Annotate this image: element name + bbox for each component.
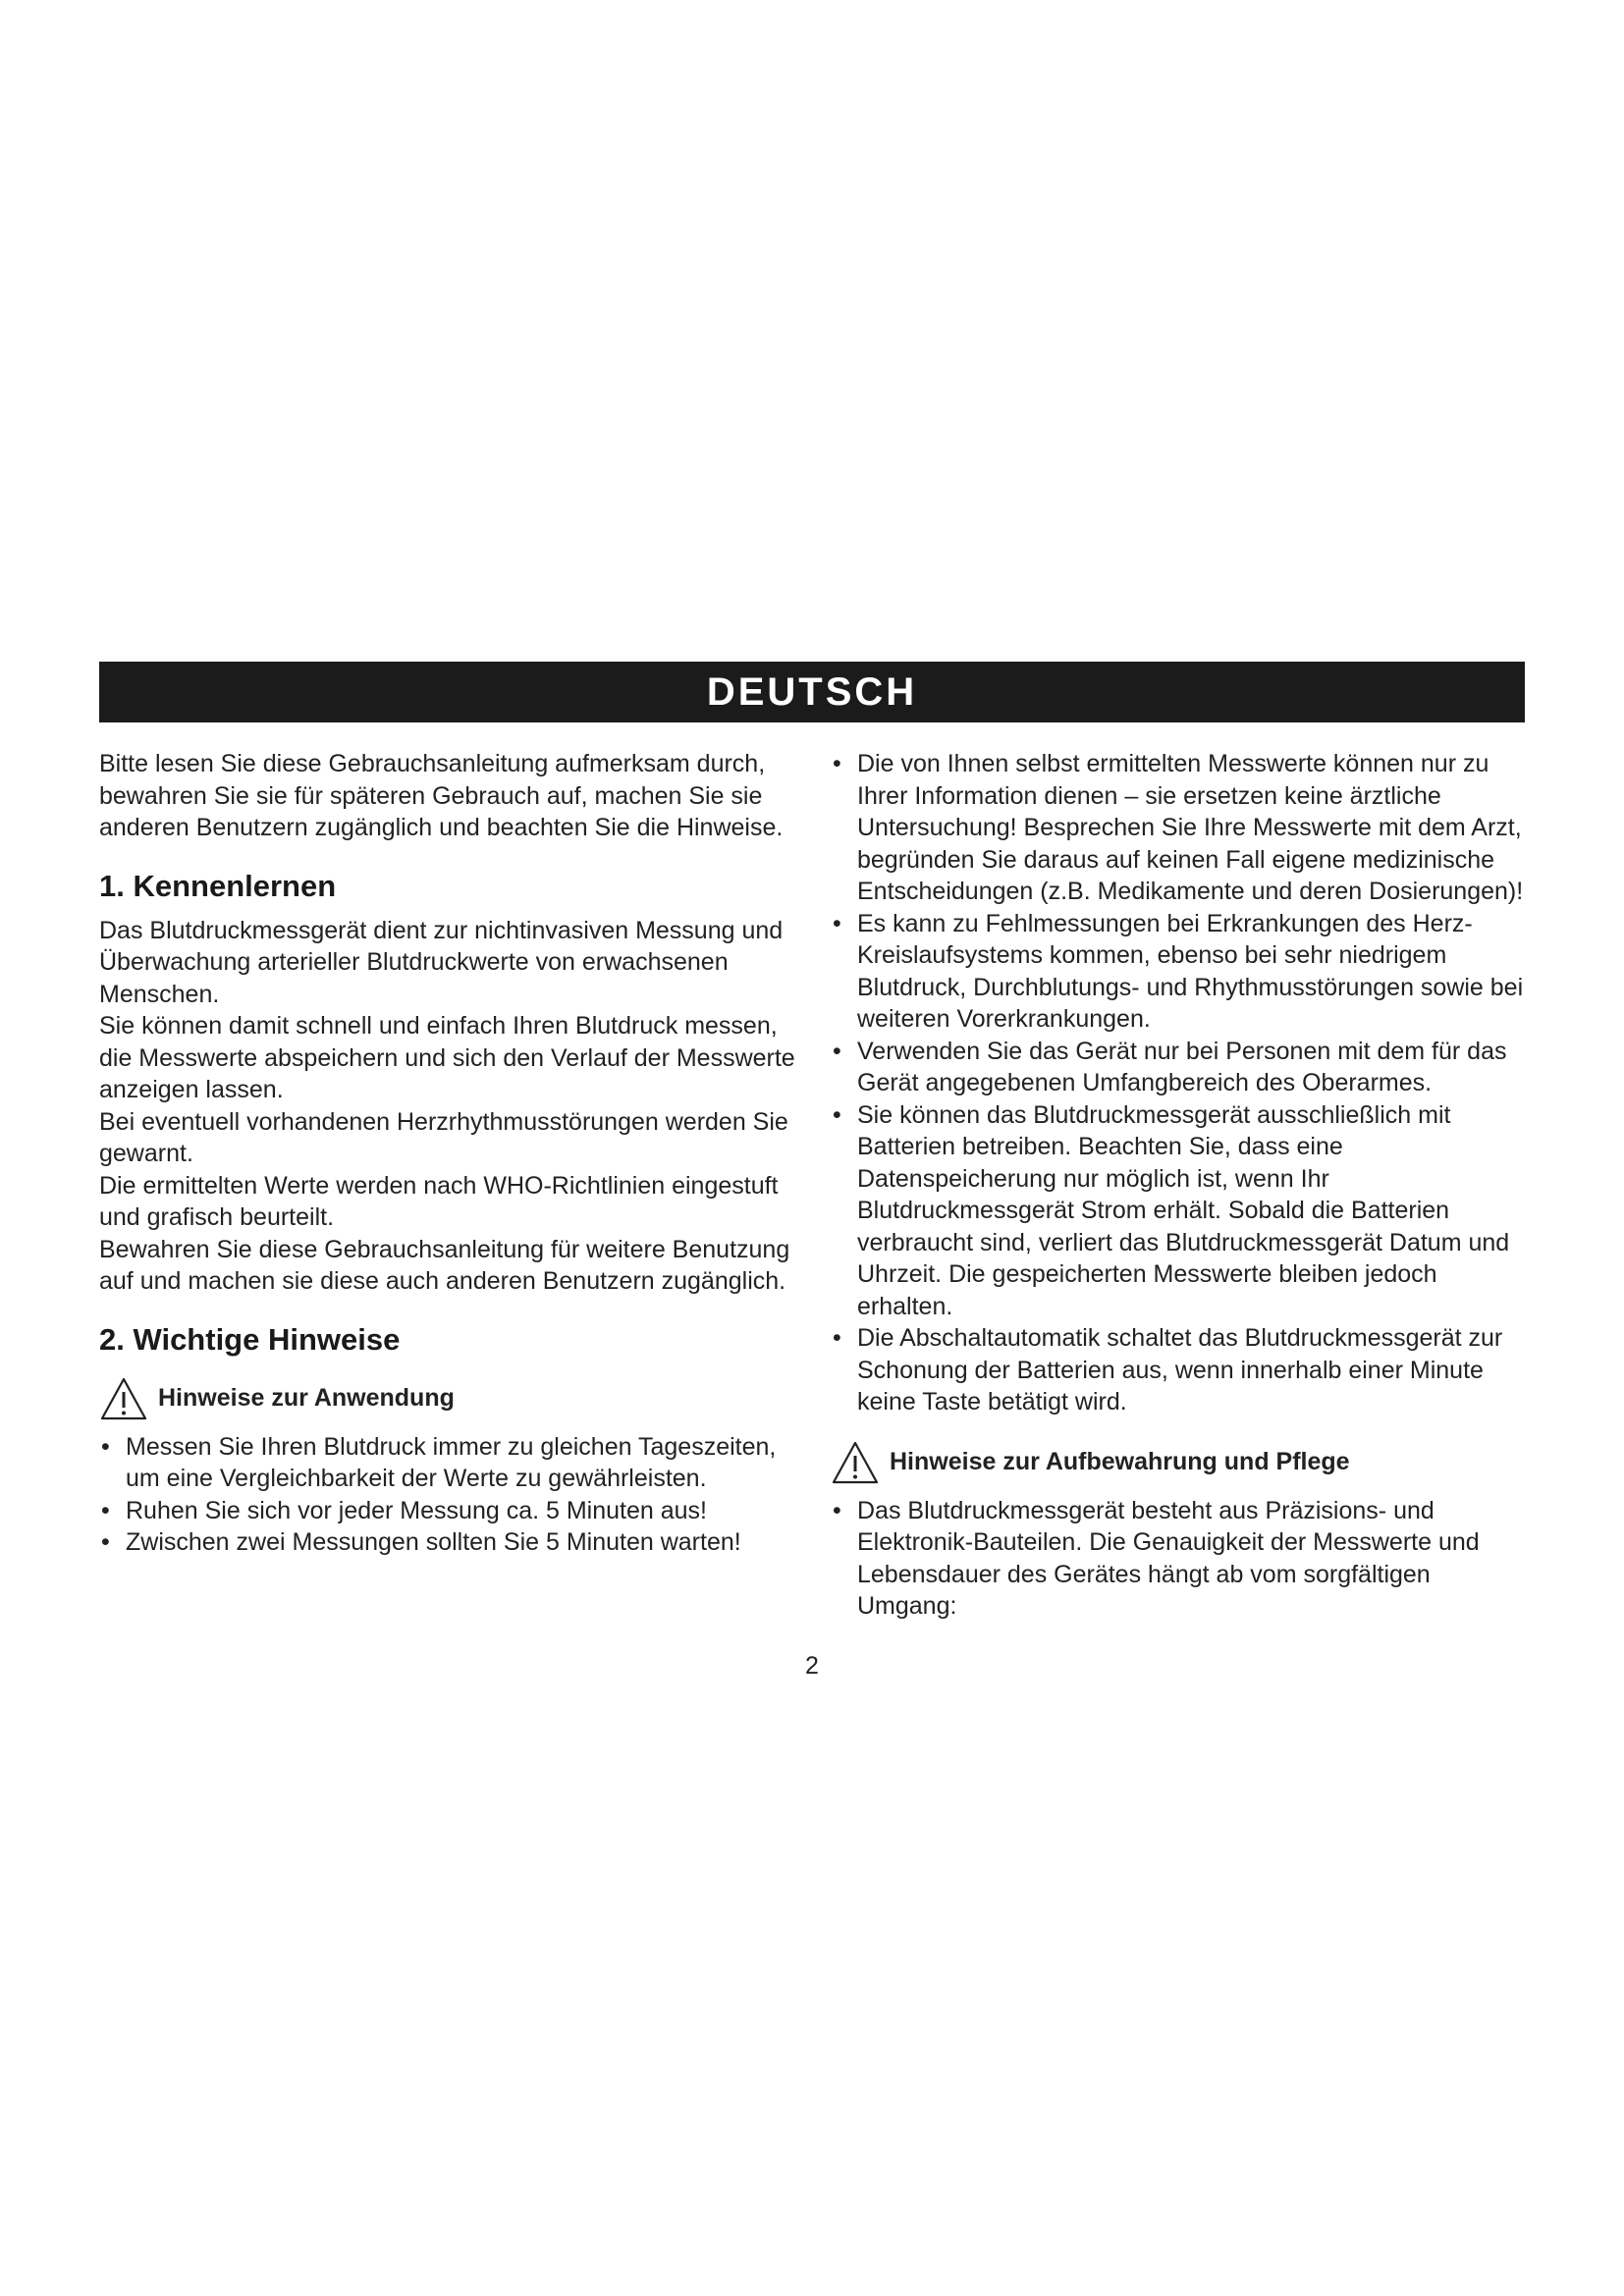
hinweise-list	[831, 748, 1533, 1418]
list-item: • Zwischen zwei Messungen sollten Sie 5 Minuten warten!	[99, 1526, 806, 1559]
kennenlernen-paragraph: Das Blutdruckmessgerät dient zur nichtinvasiven Messung und Überwachung arterieller Blutdruckwerte von erwachsenen Menschen.	[99, 916, 784, 1008]
section-hinweise-heading: 2. Wichtige Hinweise	[99, 1321, 401, 1357]
page-number: 2	[805, 1652, 819, 1680]
banner-title: DEUTSCH	[706, 669, 918, 714]
kennenlernen-paragraph: Bewahren Sie diese Gebrauchsanleitung für weitere Benutzung auf und machen sie diese auch anderen Benutzern zugänglich.	[99, 1235, 790, 1295]
list-item: • Messen Sie Ihren Blutdruck immer zu gleichen Tageszeiten, um eine Vergleichbarkeit der Werte zu gewährleisten.	[99, 1431, 806, 1495]
list-item: • Es kann zu Fehlmessungen bei Erkrankungen des Herz-Kreislaufsystems kommen, ebenso bei sehr niedrigem Blutdruck, Durchblutungs- und Rhythmusstörungen sowie bei weiteren Vorerkrankungen.	[831, 908, 1533, 1036]
right-column	[831, 748, 1533, 1623]
anwendung-subheading-text: Hinweise zur Anwendung	[158, 1384, 455, 1413]
list-item: • Die von Ihnen selbst ermittelten Messwerte können nur zu Ihrer Information dienen – sie ersetzen keine ärztliche Untersuchung! Besprechen Sie Ihre Messwerte mit dem Arzt, begründen Sie daraus auf keinen Fall eigene medizinische Entscheidungen (z.B. Medikamente und deren Dosierungen)!	[831, 748, 1533, 908]
pflege-list	[831, 1495, 1533, 1623]
list-item: • Ruhen Sie sich vor jeder Messung ca. 5 Minuten aus!	[99, 1495, 806, 1527]
pflege-subheading-text: Hinweise zur Aufbewahrung und Pflege	[890, 1448, 1350, 1476]
warning-triangle-icon	[831, 1440, 880, 1485]
kennenlernen-paragraph: Die ermittelten Werte werden nach WHO-Richtlinien eingestuft und grafisch beurteilt.	[99, 1171, 779, 1231]
list-item: • Verwenden Sie das Gerät nur bei Personen mit dem für das Gerät angegebenen Umfangbereich des Oberarmes.	[831, 1036, 1533, 1099]
left-column	[99, 748, 806, 1559]
anwendung-list	[99, 1431, 806, 1559]
pflege-subheading	[831, 1440, 1533, 1485]
anwendung-subheading	[99, 1376, 806, 1421]
language-banner	[99, 662, 1525, 722]
intro-paragraph: Bitte lesen Sie diese Gebrauchsanleitung aufmerksam durch, bewahren Sie sie für späteren Gebrauch auf, machen Sie sie anderen Benutzern zugänglich und beachten Sie die Hinweise.	[99, 750, 784, 841]
list-item: • Sie können das Blutdruckmessgerät ausschließlich mit Batterien betreiben. Beachten Sie, dass eine Datenspeicherung nur möglich ist, wenn Ihr Blutdruckmessgerät Strom erhält. Sobald die Batterien verbraucht sind, verliert das Blutdruckmessgerät Datum und Uhrzeit. Die gespeicherten Messwerte bleiben jedoch erhalten.	[831, 1099, 1533, 1323]
list-item: • Das Blutdruckmessgerät besteht aus Präzisions- und Elektronik-Bauteilen. Die Genauigkeit der Messwerte und Lebensdauer des Gerätes hängt ab vom sorgfältigen Umgang:	[831, 1495, 1533, 1623]
list-item: • Die Abschaltautomatik schaltet das Blutdruckmessgerät zur Schonung der Batterien aus, wenn innerhalb einer Minute keine Taste betätigt wird.	[831, 1322, 1533, 1418]
kennenlernen-paragraph: Sie können damit schnell und einfach Ihren Blutdruck messen, die Messwerte abspeichern und sich den Verlauf der Messwerte anzeigen lassen.	[99, 1012, 795, 1103]
kennenlernen-paragraph: Bei eventuell vorhandenen Herzrhythmusstörungen werden Sie gewarnt.	[99, 1107, 788, 1167]
warning-triangle-icon	[99, 1376, 148, 1421]
section-kennenlernen-heading: 1. Kennenlernen	[99, 868, 337, 903]
